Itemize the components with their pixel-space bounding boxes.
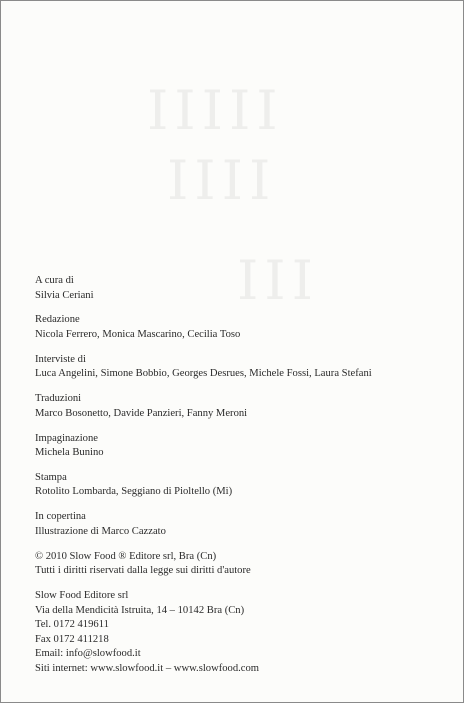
section-traduzioni	[35, 392, 445, 421]
section-heading: Impaginazione	[35, 432, 98, 444]
section-stampa	[35, 471, 445, 500]
publisher-email: Email: info@slowfood.it	[35, 648, 141, 660]
section-heading: Redazione	[35, 314, 80, 326]
section-heading: Stampa	[35, 471, 67, 483]
section-content: Illustrazione di Marco Cazzato	[35, 525, 166, 537]
section-copyright	[35, 550, 445, 579]
colophon-text	[35, 274, 445, 687]
section-content: Marco Bosonetto, Davide Panzieri, Fanny Meroni	[35, 407, 248, 419]
section-heading: Interviste di	[35, 353, 86, 365]
section-impaginazione	[35, 432, 445, 461]
section-editore	[35, 589, 445, 677]
copyright-line: © 2010 Slow Food ® Editore srl, Bra (Cn)	[35, 550, 217, 562]
rights-line: Tutti i diritti riservati dalla legge sui diritti d'autore	[35, 565, 251, 577]
publisher-fax: Fax 0172 411218	[35, 633, 109, 645]
section-heading: Traduzioni	[35, 393, 82, 405]
section-heading: In copertina	[35, 511, 86, 523]
section-interviste	[35, 353, 445, 382]
section-content: Nicola Ferrero, Monica Mascarino, Cecilia Toso	[35, 328, 241, 340]
publisher-phone: Tel. 0172 419611	[35, 619, 109, 631]
section-copertina	[35, 510, 445, 539]
publisher-address: Via della Mendicità Istruita, 14 – 10142 Bra (Cn)	[35, 604, 245, 616]
section-content: Silvia Ceriani	[35, 289, 94, 301]
show-through-bleed: IIIII IIII III	[141, 79, 313, 312]
section-content: Michela Bunino	[35, 447, 104, 459]
section-heading: A cura di	[35, 275, 74, 286]
publisher-websites: Siti internet: www.slowfood.it – www.slowfood.com	[35, 662, 260, 674]
section-content: Luca Angelini, Simone Bobbio, Georges Desrues, Michele Fossi, Laura Stefani	[35, 368, 372, 380]
section-redazione	[35, 313, 445, 342]
section-a-cura-di	[35, 274, 445, 303]
section-content: Rotolito Lombarda, Seggiano di Pioltello (Mi)	[35, 486, 233, 498]
publisher-name: Slow Food Editore srl	[35, 590, 129, 601]
